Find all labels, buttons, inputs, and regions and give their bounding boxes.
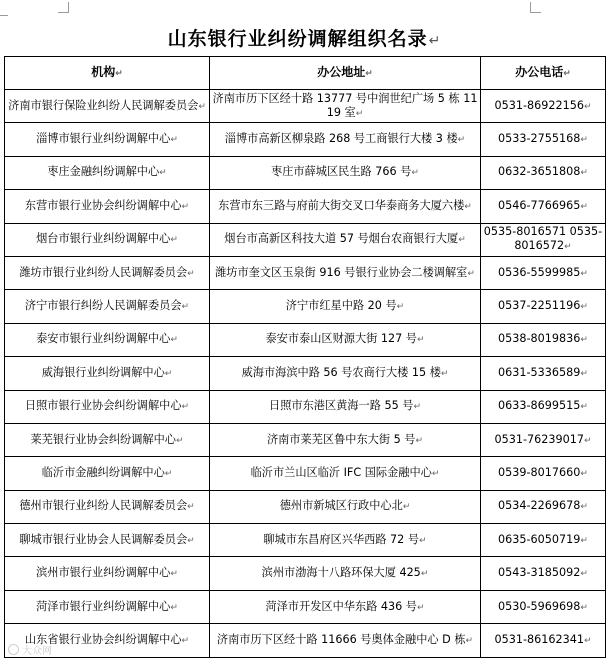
- phone-cell: 0543-3185092↵: [481, 557, 606, 590]
- organization-cell: 淄博市银行业纠纷调解中心↵: [5, 123, 210, 156]
- table-row: [5, 457, 606, 490]
- phone-cell: 0533-2755168↵: [481, 123, 606, 156]
- address-cell: 泰安市泰山区财源大街 127 号↵: [210, 323, 481, 356]
- table-row: [5, 590, 606, 623]
- address-cell: 潍坊市奎文区玉泉街 916 号银行业协会二楼调解室↵: [210, 256, 481, 289]
- document-title-text: 山东银行业纠纷调解组织名录: [167, 28, 428, 50]
- table-row: [5, 490, 606, 523]
- address-cell: 枣庄市薛城区民生路 766 号↵: [210, 156, 481, 189]
- address-cell: 淄博市高新区柳泉路 268 号工商银行大楼 3 楼↵: [210, 123, 481, 156]
- phone-cell: 0537-2251196↵: [481, 290, 606, 323]
- phone-cell: 0546-7766965↵: [481, 190, 606, 223]
- table-header-row: [5, 57, 606, 90]
- table-row: [5, 323, 606, 356]
- table-row: [5, 390, 606, 423]
- organization-cell: 济宁市银行纠纷人民调解委员会↵: [5, 290, 210, 323]
- page-corner-mark-right: [530, 2, 541, 13]
- watermark: [8, 642, 52, 657]
- table-row: [5, 223, 606, 256]
- organization-cell: 临沂市金融纠纷调解中心↵: [5, 457, 210, 490]
- phone-cell: 0536-5599985↵: [481, 256, 606, 289]
- organization-cell: 德州市银行业纠纷人民调解委员会↵: [5, 490, 210, 523]
- table-row: [5, 423, 606, 456]
- page-margin-mark: [0, 5, 8, 16]
- organization-cell: 潍坊市银行业纠纷人民调解委员会↵: [5, 256, 210, 289]
- table-row: [5, 256, 606, 289]
- phone-cell: 0534-2269678↵: [481, 490, 606, 523]
- address-cell: 日照市东港区黄海一路 55 号↵: [210, 390, 481, 423]
- watermark-text: 大众网: [22, 646, 52, 657]
- document-title: [0, 24, 609, 51]
- mediation-organizations-table: [4, 56, 606, 658]
- address-cell: 济南市莱芜区鲁中东大街 5 号↵: [210, 423, 481, 456]
- address-cell: 济南市历下区经十路 13777 号中润世纪广场 5 栋 1119 室↵: [210, 90, 481, 123]
- address-cell: 济南市历下区经十路 11666 号奥体金融中心 D 栋↵: [210, 624, 481, 657]
- table-row: [5, 156, 606, 189]
- phone-cell: 0531-76239017↵: [481, 423, 606, 456]
- phone-cell: 0635-6050719↵: [481, 524, 606, 557]
- table-row: [5, 290, 606, 323]
- phone-cell: 0531-86922156↵: [481, 90, 606, 123]
- table-row: [5, 557, 606, 590]
- organization-cell: 济南市银行保险业纠纷人民调解委员会↵: [5, 90, 210, 123]
- phone-cell: 0538-8019836↵: [481, 323, 606, 356]
- organization-cell: 滨州市银行业纠纷调解中心↵: [5, 557, 210, 590]
- organization-cell: 莱芜银行业协会纠纷调解中心↵: [5, 423, 210, 456]
- table-row: [5, 190, 606, 223]
- page-corner-mark-left: [58, 2, 69, 13]
- phone-cell: 0535-8016571 0535-8016572↵: [481, 223, 606, 256]
- table-body: [5, 90, 606, 658]
- organization-cell: 聊城市银行业协会人民调解委员会↵: [5, 524, 210, 557]
- paragraph-mark-icon: ↵: [428, 33, 442, 49]
- organization-cell: 日照市银行业协会纠纷调解中心↵: [5, 390, 210, 423]
- address-cell: 菏泽市开发区中华东路 436 号↵: [210, 590, 481, 623]
- organization-cell: 菏泽市银行业纠纷调解中心↵: [5, 590, 210, 623]
- table-row: [5, 524, 606, 557]
- address-cell: 滨州市渤海十八路环保大厦 425↵: [210, 557, 481, 590]
- header-address: 办公地址↵: [210, 57, 481, 90]
- phone-cell: 0530-5969698↵: [481, 590, 606, 623]
- phone-cell: 0632-3651808↵: [481, 156, 606, 189]
- header-phone: 办公电话↵: [481, 57, 606, 90]
- table-row: [5, 90, 606, 123]
- phone-cell: 0633-8699515↵: [481, 390, 606, 423]
- address-cell: 临沂市兰山区临沂 IFC 国际金融中心↵: [210, 457, 481, 490]
- address-cell: 济宁市红星中路 20 号↵: [210, 290, 481, 323]
- address-cell: 德州市新城区行政中心北↵: [210, 490, 481, 523]
- phone-cell: 0531-86162341↵: [481, 624, 606, 657]
- table-row: [5, 123, 606, 156]
- header-organization: 机构↵: [5, 57, 210, 90]
- organization-cell: 东营市银行业协会纠纷调解中心↵: [5, 190, 210, 223]
- organization-cell: 山东省银行业协会纠纷调解中心↵: [5, 624, 210, 657]
- address-cell: 东营市东三路与府前大街交叉口华泰商务大厦六楼↵: [210, 190, 481, 223]
- phone-cell: 0539-8017660↵: [481, 457, 606, 490]
- organization-cell: 泰安市银行业纠纷调解中心↵: [5, 323, 210, 356]
- organization-cell: 烟台市银行业纠纷调解中心↵: [5, 223, 210, 256]
- organization-cell: 枣庄金融纠纷调解中心↵: [5, 156, 210, 189]
- table-row: [5, 624, 606, 657]
- address-cell: 威海市海滨中路 56 号农商行大楼 15 楼↵: [210, 357, 481, 390]
- address-cell: 聊城市东昌府区兴华西路 72 号↵: [210, 524, 481, 557]
- organization-cell: 威海银行业纠纷调解中心↵: [5, 357, 210, 390]
- watermark-logo-icon: [8, 644, 19, 655]
- phone-cell: 0631-5336589↵: [481, 357, 606, 390]
- table-row: [5, 357, 606, 390]
- address-cell: 烟台市高新区科技大道 57 号烟台农商银行大厦↵: [210, 223, 481, 256]
